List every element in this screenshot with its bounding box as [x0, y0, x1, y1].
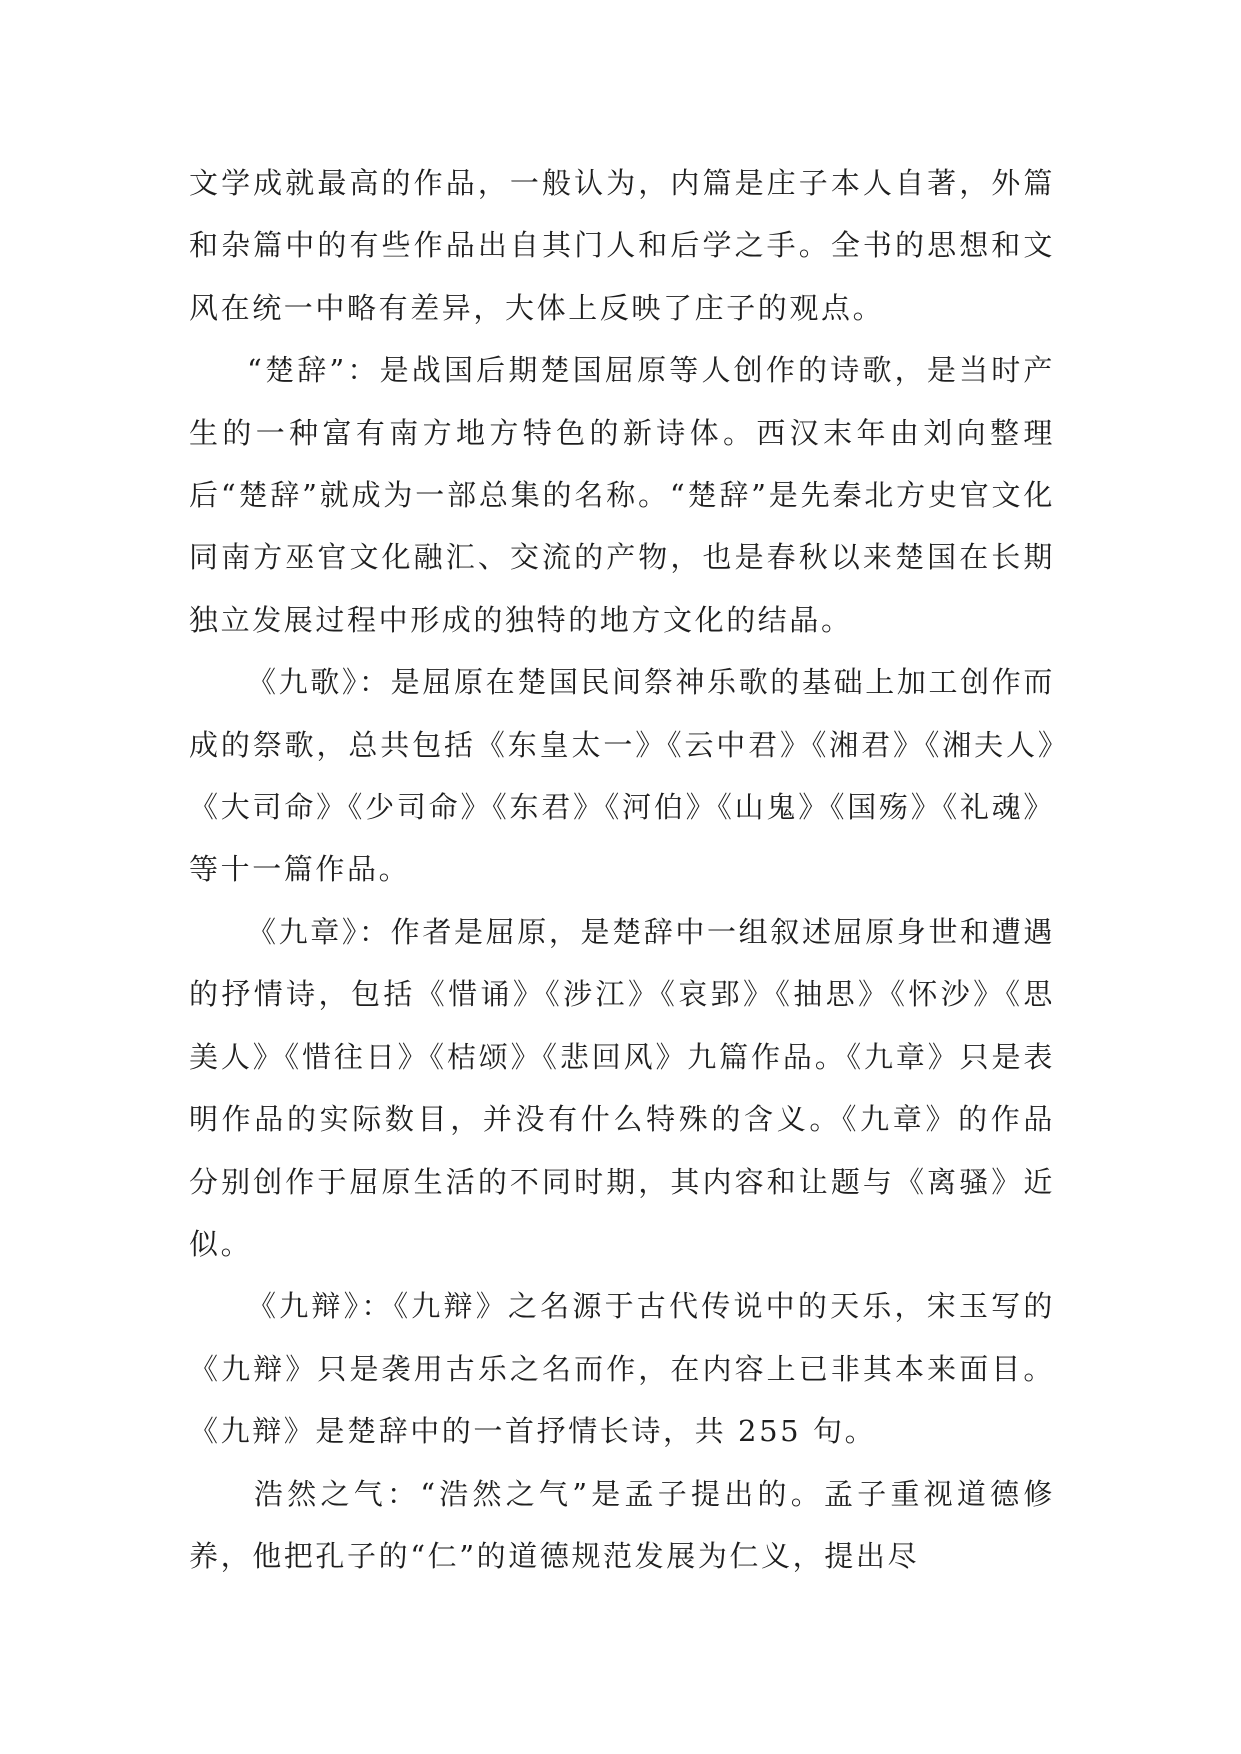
document-body: [189, 152, 1055, 1587]
paragraph-chuci: “楚辞”：是战国后期楚国屈原等人创作的诗歌，是当时产生的一种富有南方地方特色的新诗体。西汉末年由刘向整理后“楚辞”就成为一部总集的名称。“楚辞”是先秦北方史官文化同南方巫官文化融汇、交流的产物，也是春秋以来楚国在长期独立发展过程中形成的独特的地方文化的结晶。: [189, 353, 1055, 637]
paragraph-jiubian: 《九辩》：《九辩》之名源于古代传说中的天乐，宋玉写的《九辩》只是袭用古乐之名而作，在内容上已非其本来面目。《九辩》是楚辞中的一首抒情长诗，共 255 句。: [189, 1289, 1055, 1449]
paragraph-haoran-zhiqi: 浩然之气：“浩然之气”是孟子提出的。孟子重视道德修养，他把孔子的“仁”的道德规范发展为仁义，提出尽: [189, 1476, 1055, 1573]
paragraph-jiuge: 《九歌》：是屈原在楚国民间祭神乐歌的基础上加工创作而成的祭歌，总共包括《东皇太一》《云中君》《湘君》《湘夫人》《大司命》《少司命》《东君》《河伯》《山鬼》《国殇》《礼魂》等十一篇作品。: [189, 665, 1055, 887]
paragraph-jiuzhang: 《九章》：作者是屈原，是楚辞中一组叙述屈原身世和遭遇的抒情诗，包括《惜诵》《涉江》《哀郢》《抽思》《怀沙》《思美人》《惜往日》《桔颂》《悲回风》九篇作品。《九章》只是表明作品的实际数目，并没有什么特殊的含义。《九章》的作品分别创作于屈原生活的不同时期，其内容和让题与《离骚》近似。: [189, 914, 1055, 1261]
paragraph-zhuangzi-continued: 文学成就最高的作品，一般认为，内篇是庄子本人自著，外篇和杂篇中的有些作品出自其门人和后学之手。全书的思想和文风在统一中略有差异，大体上反映了庄子的观点。: [189, 166, 1055, 325]
